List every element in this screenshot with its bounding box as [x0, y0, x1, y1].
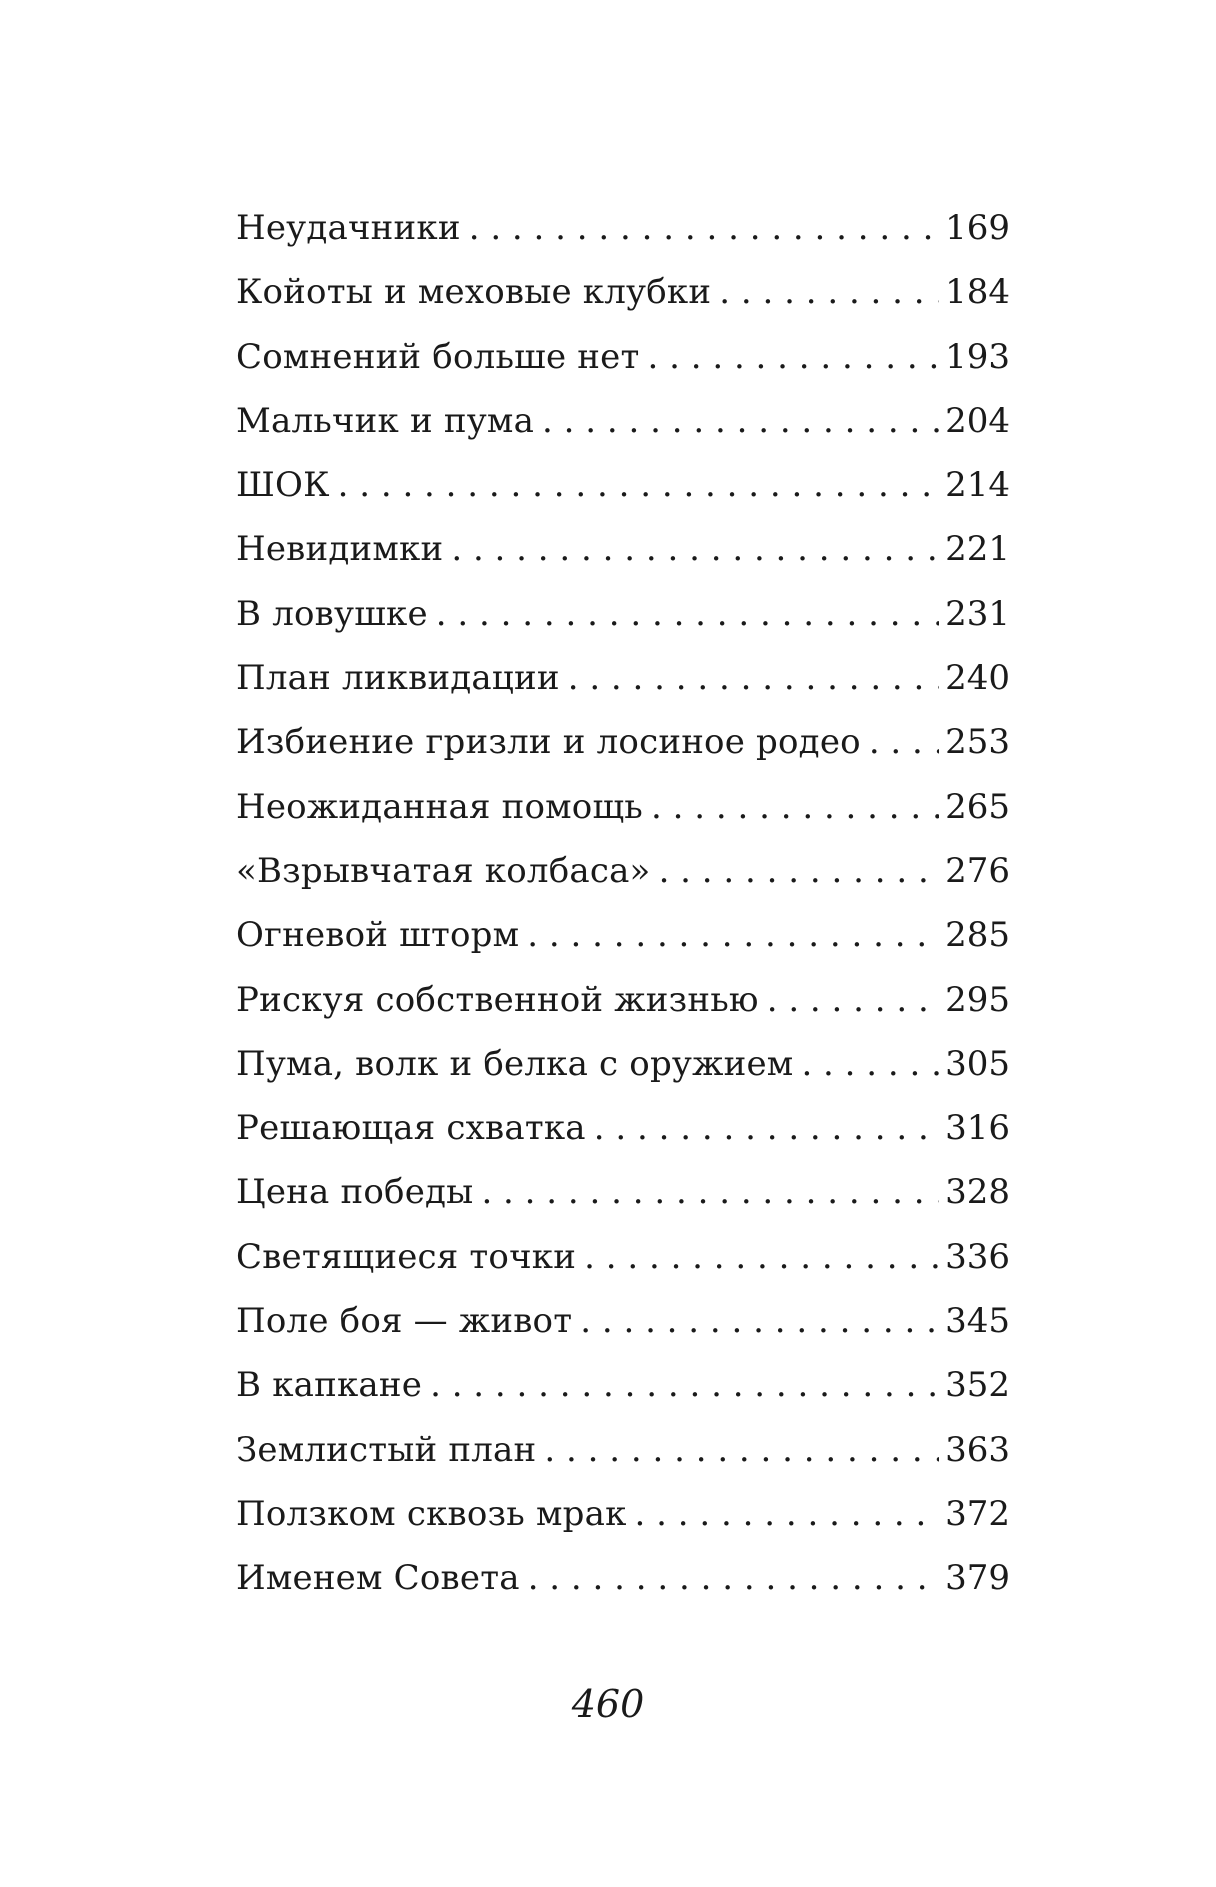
toc-entry-title: Рискуя собственной жизнью	[236, 979, 759, 1020]
toc-entry-title: Пума, волк и белка с оружием	[236, 1043, 794, 1084]
toc-entry	[236, 325, 1010, 389]
toc-dot-leader	[594, 1096, 939, 1160]
toc-dot-leader	[430, 1353, 939, 1417]
toc-entry-page: 328	[945, 1172, 1010, 1213]
toc-entry	[236, 260, 1010, 324]
toc-entry	[236, 1160, 1010, 1224]
toc-entry-page: 295	[945, 979, 1010, 1020]
toc-entry-page: 363	[945, 1429, 1010, 1470]
toc-entry	[236, 1225, 1010, 1289]
toc-entry-title: Поле боя — живот	[236, 1301, 573, 1342]
toc-entry	[236, 1289, 1010, 1353]
toc-entry-title: В капкане	[236, 1365, 423, 1406]
toc-dot-leader	[635, 1482, 940, 1546]
toc-entry	[236, 1418, 1010, 1482]
toc-dot-leader	[719, 260, 939, 324]
toc-entry-page: 379	[945, 1558, 1010, 1599]
toc-dot-leader	[451, 517, 939, 581]
toc-dot-leader	[527, 903, 939, 967]
toc-entry-page: 184	[945, 272, 1010, 313]
toc-dot-leader	[544, 1418, 939, 1482]
toc-dot-leader	[469, 196, 939, 260]
toc-dot-leader	[580, 1289, 939, 1353]
toc-entry	[236, 903, 1010, 967]
page-number: 460	[571, 1682, 645, 1726]
toc-entry-page: 285	[945, 915, 1010, 956]
toc-dot-leader	[481, 1160, 939, 1224]
toc-entry	[236, 1096, 1010, 1160]
toc-entry-title: Ползком сквозь мрак	[236, 1493, 627, 1534]
toc-entry-title: Невидимки	[236, 529, 444, 570]
toc-entry	[236, 1032, 1010, 1096]
toc-entry-title: Неожиданная помощь	[236, 786, 644, 827]
toc-dot-leader	[801, 1032, 939, 1096]
toc-dot-leader	[542, 389, 939, 453]
toc-dot-leader	[767, 968, 939, 1032]
toc-entry-page: 193	[945, 336, 1010, 377]
toc-entry-title: Светящиеся точки	[236, 1236, 577, 1277]
toc-entry-page: 372	[945, 1493, 1010, 1534]
toc-entry-title: ШОК	[236, 465, 330, 506]
toc-entry-title: Именем Совета	[236, 1558, 520, 1599]
toc-entry-page: 336	[945, 1236, 1010, 1277]
toc-dot-leader	[436, 582, 939, 646]
toc-entry	[236, 968, 1010, 1032]
toc-entry-page: 352	[945, 1365, 1010, 1406]
toc-entry	[236, 775, 1010, 839]
toc-entry-page: 204	[945, 400, 1010, 441]
toc-dot-leader	[584, 1225, 939, 1289]
toc-entry-title: Сомнений больше нет	[236, 336, 640, 377]
toc-entry-page: 221	[945, 529, 1010, 570]
toc-dot-leader	[869, 710, 939, 774]
toc-entry-title: Решающая схватка	[236, 1108, 586, 1149]
toc-entry	[236, 196, 1010, 260]
toc-entry-page: 265	[945, 786, 1010, 827]
toc-entry	[236, 1546, 1010, 1610]
toc-dot-leader	[659, 839, 940, 903]
toc-dot-leader	[568, 646, 939, 710]
toc-entry-title: Мальчик и пума	[236, 400, 535, 441]
toc-entry-title: В ловушке	[236, 593, 428, 634]
toc-entry-title: Избиение гризли и лосиное родео	[236, 722, 861, 763]
toc-entry-page: 231	[945, 593, 1010, 634]
toc-entry-page: 214	[945, 465, 1010, 506]
toc-dot-leader	[651, 775, 939, 839]
toc-entry	[236, 710, 1010, 774]
toc-entry-page: 276	[945, 850, 1010, 891]
toc-entry	[236, 1482, 1010, 1546]
toc-entry	[236, 582, 1010, 646]
toc-entry	[236, 646, 1010, 710]
toc-entry-title: Землистый план	[236, 1429, 537, 1470]
toc-entry-title: Цена победы	[236, 1172, 474, 1213]
toc-entry-title: Огневой шторм	[236, 915, 520, 956]
toc-entry-title: Койоты и меховые клубки	[236, 272, 712, 313]
toc-entry	[236, 389, 1010, 453]
toc-entry	[236, 839, 1010, 903]
toc-dot-leader	[647, 325, 939, 389]
toc-entry	[236, 1353, 1010, 1417]
toc-entry-page: 169	[945, 208, 1010, 248]
toc-entry-page: 305	[945, 1043, 1010, 1084]
toc-entry-page: 345	[945, 1301, 1010, 1342]
toc-entry-page: 240	[945, 658, 1010, 699]
toc-entry	[236, 517, 1010, 581]
toc-entry-title: План ликвидации	[236, 658, 560, 699]
table-of-contents	[236, 196, 1010, 1611]
toc-entry-page: 253	[945, 722, 1010, 763]
toc-dot-leader	[338, 453, 940, 517]
toc-entry-page: 316	[945, 1108, 1010, 1149]
toc-entry-title: «Взрывчатая колбаса»	[236, 850, 651, 891]
toc-entry-title: Неудачники	[236, 208, 461, 248]
toc-entry	[236, 453, 1010, 517]
toc-dot-leader	[528, 1546, 939, 1610]
